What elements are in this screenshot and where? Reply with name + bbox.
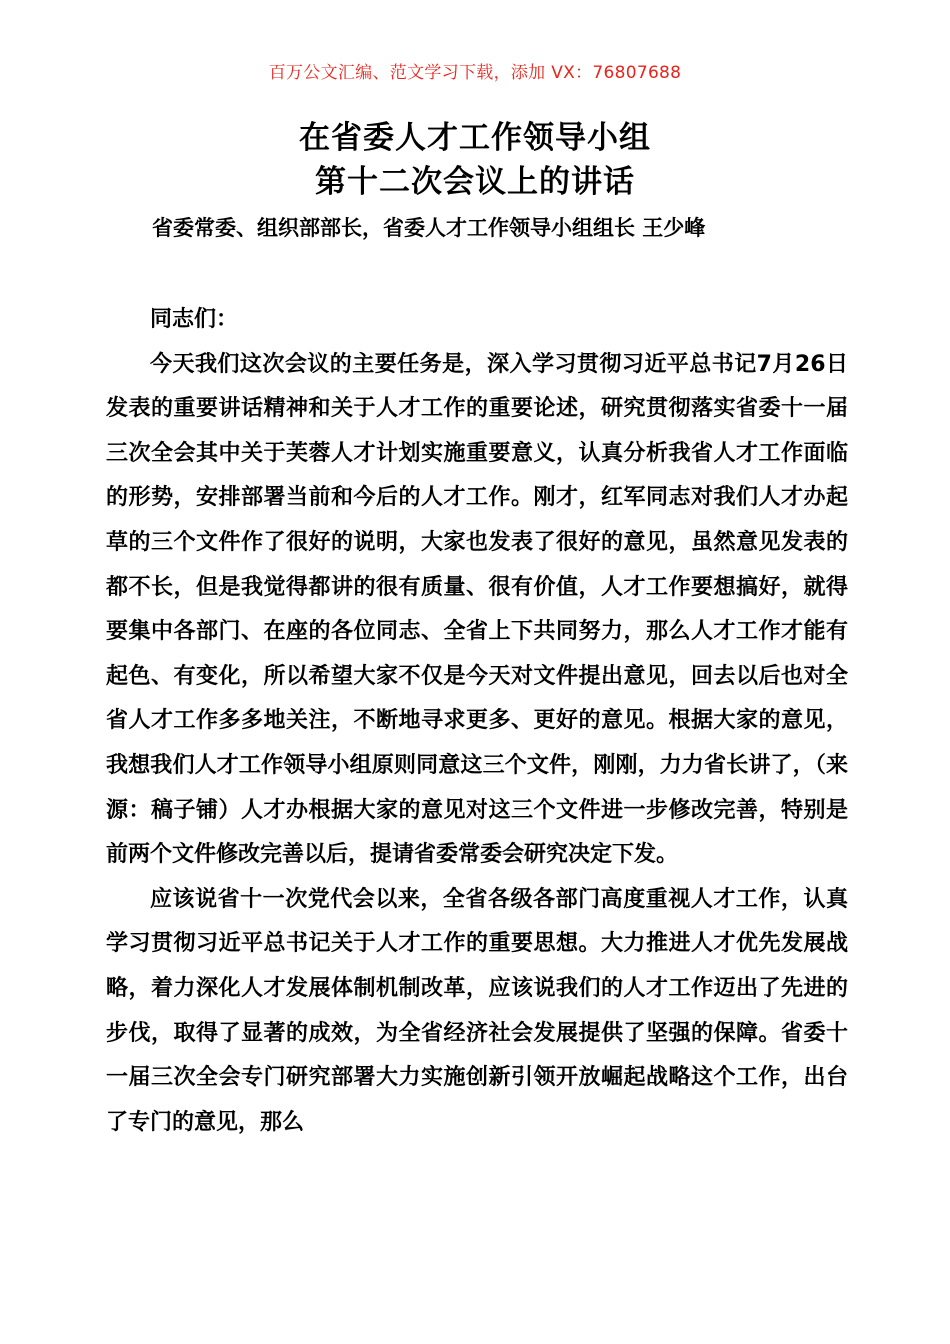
speech-body	[106, 298, 848, 1145]
watermark-text: 百万公文汇编、范文学习下载，添加 VX：76807688	[268, 63, 682, 83]
title-line-2: 第十二次会议上的讲话	[315, 164, 635, 200]
speaker-byline: 省委常委、组织部部长，省委人才工作领导小组组长 王少峰	[152, 216, 706, 240]
title-line-1: 在省委人才工作领导小组	[299, 120, 651, 156]
paragraph-1: 今天我们这次会议的主要任务是，深入学习贯彻习近平总书记7月26日发表的重要讲话精神和关于人才工作的重要论述，研究贯彻落实省委十一届三次全会其中关于芙蓉人才计划实施重要意义，认真分析我省人才工作面临的形势，安排部署当前和今后的人才工作。刚才，红军同志对我们人才办起草的三个文件作了很好的说明，大家也发表了很好的意见，虽然意见发表的都不长，但是我觉得都讲的很有质量、很有价值，人才工作要想搞好，就得要集中各部门、在座的各位同志、全省上下共同努力，那么人才工作才能有起色、有变化，所以希望大家不仅是今天对文件提出意见，回去以后也对全省人才工作多多地关注，不断地寻求更多、更好的意见。根据大家的意见，我想我们人才工作领导小组原则同意这三个文件，刚刚，力力省长讲了，（来源：稿子铺）人才办根据大家的意见对这三个文件进一步修改完善，特别是前两个文件修改完善以后，提请省委常委会研究决定下发。	[106, 351, 848, 868]
salutation: 同志们：	[150, 307, 239, 332]
paragraph-2: 应该说省十一次党代会以来，全省各级各部门高度重视人才工作，认真学习贯彻习近平总书记关于人才工作的重要思想。大力推进人才优先发展战略，着力深化人才发展体制机制改革，应该说我们的人才工作迈出了先进的步伐，取得了显著的成效，为全省经济社会发展提供了坚强的保障。省委十一届三次全会专门研究部署大力实施创新引领开放崛起战略这个工作，出台了专门的意见，那么	[106, 886, 848, 1135]
